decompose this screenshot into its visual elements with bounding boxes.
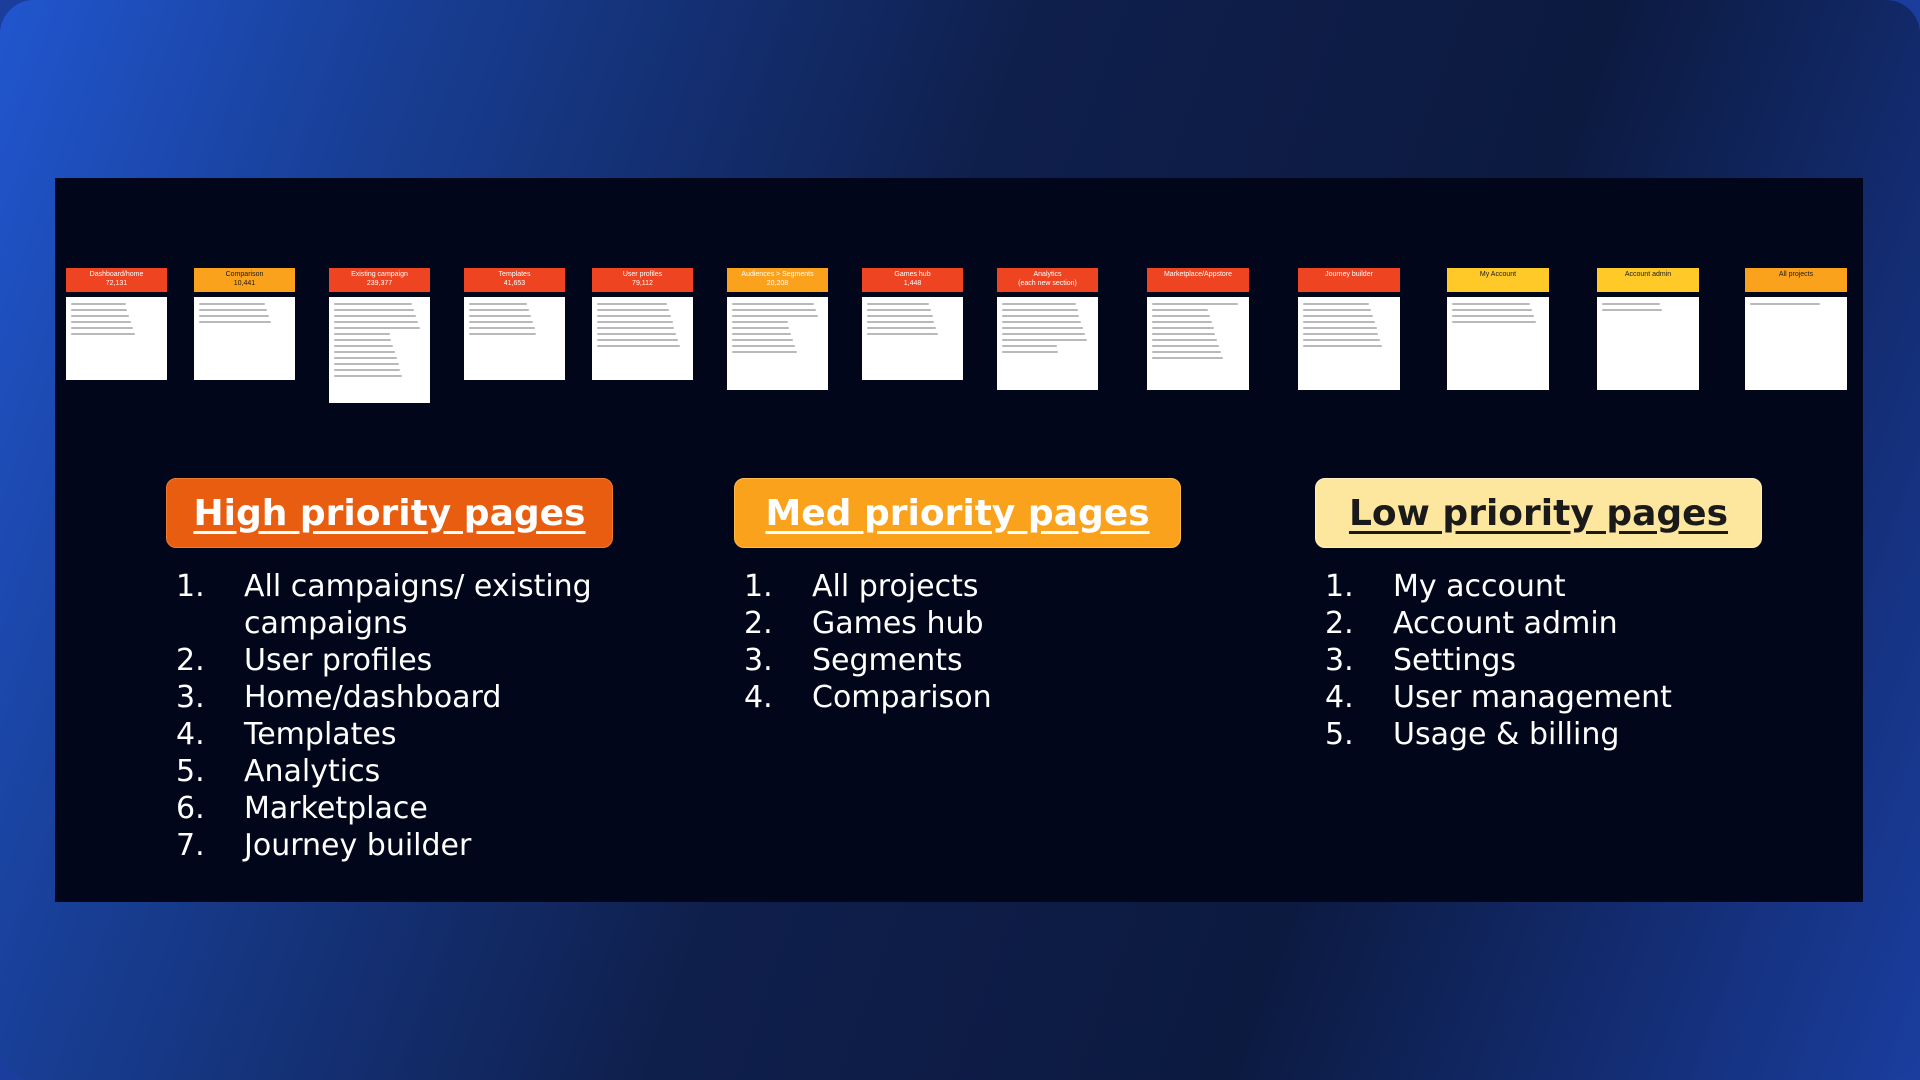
sticky-text-line	[1152, 321, 1212, 323]
list-text: Home/dashboard	[244, 680, 502, 715]
sticky-text-line	[1152, 345, 1219, 347]
sticky-text-line	[71, 303, 126, 305]
list-text: All campaigns/ existing campaigns	[244, 569, 592, 641]
sticky-text-line	[732, 315, 818, 317]
sticky-card	[727, 297, 828, 390]
high-priority-badge: High priority pages	[166, 478, 613, 548]
sticky-header	[1597, 268, 1699, 292]
sticky-text-line	[1002, 351, 1058, 353]
sticky-title: Marketplace/Appstore	[1163, 271, 1233, 278]
list-text: Segments	[812, 643, 963, 678]
sticky-text-line	[334, 309, 414, 311]
sticky-text-line	[732, 303, 814, 305]
sticky-text-line	[199, 309, 267, 311]
sticky-text-line	[334, 363, 399, 365]
sticky-title: Account admin	[1624, 271, 1672, 278]
list-item	[176, 753, 636, 790]
low-priority-list	[1325, 568, 1795, 753]
sticky-text-line	[334, 375, 402, 377]
list-number: 1.	[1325, 569, 1354, 604]
sticky-text-line	[1152, 315, 1210, 317]
list-number: 4.	[176, 717, 205, 752]
sticky-text-line	[469, 303, 527, 305]
sticky-text-line	[597, 339, 678, 341]
list-number: 2.	[176, 643, 205, 678]
sticky-card	[862, 297, 963, 380]
sticky-header	[997, 268, 1098, 292]
sticky-text-line	[71, 333, 135, 335]
sticky-card	[1745, 297, 1847, 390]
list-number: 1.	[744, 569, 773, 604]
sticky-header	[727, 268, 828, 292]
sticky-count: 20,208	[766, 280, 789, 287]
sticky-count: 79,112	[632, 280, 653, 287]
sticky-text-line	[1152, 351, 1221, 353]
sticky-text-line	[334, 369, 400, 371]
sticky-card	[1147, 297, 1249, 390]
sticky-card	[464, 297, 565, 380]
list-number: 2.	[744, 606, 773, 641]
sticky-text-line	[732, 351, 797, 353]
sticky-count: 72,131	[105, 280, 128, 287]
sticky-text-line	[1303, 339, 1380, 341]
sticky-card	[329, 297, 430, 403]
sticky-card	[1447, 297, 1549, 390]
sticky-text-line	[1303, 321, 1375, 323]
sticky-text-line	[1152, 339, 1217, 341]
sticky-text-line	[867, 333, 938, 335]
sticky-text-line	[867, 327, 936, 329]
sticky-text-line	[469, 315, 531, 317]
sticky-text-line	[334, 321, 418, 323]
sticky-header	[1745, 268, 1847, 292]
sticky-title: Comparison	[225, 271, 264, 278]
sticky-text-line	[1452, 315, 1534, 317]
sticky-text-line	[1002, 327, 1083, 329]
list-text: Account admin	[1393, 606, 1618, 641]
sticky-count: (each new section)	[1018, 280, 1077, 287]
list-item	[1325, 568, 1795, 605]
list-text: Settings	[1393, 643, 1517, 678]
sticky-count: 10,441	[233, 280, 256, 287]
sticky-text-line	[1303, 303, 1369, 305]
sticky-title: Journey builder	[1325, 271, 1373, 278]
sticky-text-line	[1002, 309, 1078, 311]
sticky-title: User profiles	[622, 271, 663, 278]
sticky-card	[997, 297, 1098, 390]
sticky-text-line	[1303, 333, 1378, 335]
sticky-text-line	[1002, 345, 1057, 347]
sticky-title: Games hub	[894, 271, 931, 278]
sticky-text-line	[1303, 345, 1382, 347]
sticky-text-line	[334, 351, 395, 353]
sticky-text-line	[732, 309, 816, 311]
sticky-title: Templates	[498, 271, 531, 278]
sticky-header	[464, 268, 565, 292]
sticky-text-line	[1303, 315, 1373, 317]
sticky-text-line	[732, 345, 795, 347]
list-item	[176, 642, 636, 679]
sticky-text-line	[1002, 321, 1081, 323]
sticky-count: 1,448	[903, 280, 922, 287]
sticky-text-line	[597, 315, 671, 317]
sticky-text-line	[1152, 333, 1215, 335]
sticky-text-line	[1152, 309, 1208, 311]
list-item	[1325, 605, 1795, 642]
list-item	[1325, 716, 1795, 753]
sticky-title: My Account	[1479, 271, 1517, 278]
list-number: 6.	[176, 791, 205, 826]
sticky-text-line	[1602, 303, 1660, 305]
list-item	[1325, 642, 1795, 679]
list-text: Journey builder	[244, 828, 472, 863]
sticky-text-line	[469, 309, 529, 311]
sticky-count: 239,377	[366, 280, 393, 287]
sticky-title: Dashboard/home	[89, 271, 144, 278]
sticky-text-line	[1002, 303, 1076, 305]
sticky-text-line	[1002, 339, 1087, 341]
sticky-text-line	[199, 315, 269, 317]
list-text: All projects	[812, 569, 979, 604]
sticky-text-line	[469, 333, 536, 335]
sticky-title: Analytics	[1033, 271, 1062, 278]
list-text: Usage & billing	[1393, 717, 1620, 752]
list-number: 4.	[744, 680, 773, 715]
sticky-header	[1298, 268, 1400, 292]
sticky-text-line	[1002, 315, 1079, 317]
sticky-text-line	[199, 303, 265, 305]
med-priority-list	[744, 568, 1184, 716]
sticky-title: All projects	[1778, 271, 1814, 278]
list-text: Games hub	[812, 606, 984, 641]
list-number: 7.	[176, 828, 205, 863]
sticky-text-line	[732, 333, 791, 335]
sticky-text-line	[597, 309, 669, 311]
sticky-text-line	[71, 321, 131, 323]
sticky-text-line	[597, 321, 673, 323]
sticky-text-line	[1002, 333, 1085, 335]
sticky-header	[862, 268, 963, 292]
list-item	[176, 790, 636, 827]
list-number: 4.	[1325, 680, 1354, 715]
list-text: Templates	[244, 717, 397, 752]
sticky-card	[66, 297, 167, 380]
sticky-text-line	[199, 321, 271, 323]
sticky-header	[66, 268, 167, 292]
list-text: Analytics	[244, 754, 381, 789]
list-item	[744, 568, 1184, 605]
sticky-text-line	[1452, 321, 1536, 323]
list-number: 5.	[176, 754, 205, 789]
sticky-text-line	[1303, 309, 1371, 311]
sticky-card	[1597, 297, 1699, 390]
sticky-text-line	[71, 309, 127, 311]
list-item	[744, 605, 1184, 642]
list-number: 3.	[176, 680, 205, 715]
list-number: 5.	[1325, 717, 1354, 752]
sticky-text-line	[469, 327, 535, 329]
sticky-text-line	[867, 303, 929, 305]
sticky-card	[592, 297, 693, 380]
sticky-title: Audiences > Segments	[741, 271, 814, 278]
sticky-text-line	[1452, 303, 1530, 305]
sticky-text-line	[867, 309, 931, 311]
sticky-text-line	[867, 321, 934, 323]
sticky-text-line	[867, 315, 933, 317]
sticky-text-line	[334, 315, 416, 317]
list-text: User management	[1393, 680, 1672, 715]
sticky-text-line	[1452, 309, 1532, 311]
sticky-header	[1447, 268, 1549, 292]
list-text: Marketplace	[244, 791, 428, 826]
sticky-text-line	[469, 321, 533, 323]
list-item	[744, 679, 1184, 716]
sticky-text-line	[732, 339, 793, 341]
sticky-text-line	[334, 339, 391, 341]
sticky-count: 41,653	[503, 280, 526, 287]
sticky-text-line	[732, 321, 788, 323]
sticky-card	[194, 297, 295, 380]
sticky-card	[1298, 297, 1400, 390]
list-item	[1325, 679, 1795, 716]
high-priority-list	[176, 568, 636, 864]
sticky-header	[329, 268, 430, 292]
sticky-text-line	[597, 327, 674, 329]
sticky-text-line	[597, 345, 680, 347]
sticky-text-line	[71, 327, 133, 329]
sticky-text-line	[1602, 309, 1662, 311]
sticky-header	[1147, 268, 1249, 292]
list-item	[176, 679, 636, 716]
list-text: Comparison	[812, 680, 992, 715]
sticky-text-line	[1750, 303, 1820, 305]
sticky-text-line	[334, 303, 412, 305]
sticky-text-line	[334, 345, 393, 347]
list-item	[744, 642, 1184, 679]
sticky-text-line	[732, 327, 789, 329]
list-item	[176, 716, 636, 753]
sticky-text-line	[1152, 303, 1238, 305]
low-priority-badge: Low priority pages	[1315, 478, 1762, 548]
sticky-text-line	[1303, 327, 1377, 329]
sticky-text-line	[1152, 327, 1214, 329]
med-priority-badge: Med priority pages	[734, 478, 1181, 548]
list-number: 3.	[744, 643, 773, 678]
list-item	[176, 827, 636, 864]
sticky-text-line	[334, 333, 390, 335]
sticky-text-line	[334, 357, 397, 359]
sticky-text-line	[334, 327, 420, 329]
list-number: 3.	[1325, 643, 1354, 678]
list-number: 1.	[176, 569, 205, 604]
sticky-title: Existing campaign	[351, 271, 408, 278]
sticky-header	[592, 268, 693, 292]
sticky-text-line	[597, 333, 676, 335]
list-text: User profiles	[244, 643, 433, 678]
sticky-text-line	[597, 303, 667, 305]
list-item	[176, 568, 636, 642]
sticky-header	[194, 268, 295, 292]
list-number: 2.	[1325, 606, 1354, 641]
sticky-text-line	[71, 315, 129, 317]
sticky-text-line	[1152, 357, 1223, 359]
list-text: My account	[1393, 569, 1566, 604]
